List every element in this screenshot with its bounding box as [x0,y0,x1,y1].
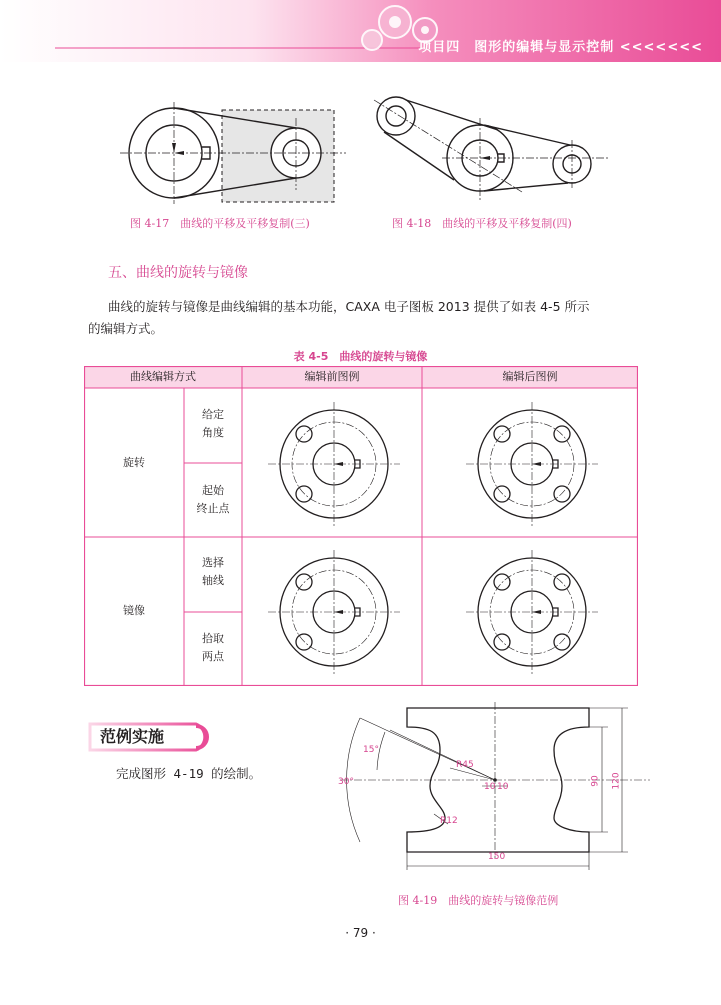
dim-10-left: 10 [484,782,496,792]
page-header-banner [0,0,721,62]
table-title: 表 4-5 曲线的旋转与镜像 [293,350,428,363]
flange-drawing-mirror-before [264,546,404,678]
figure-4-19-caption: 图 4-19 曲线的旋转与镜像范例 [398,894,559,907]
mode-label: 选择 轴线 [202,556,224,587]
example-title-text: 范例实施 [100,727,165,746]
figure-4-17-caption: 图 4-17 曲线的平移及平移复制(三) [130,217,310,230]
example-instruction: 完成图形 4-19 的绘制。 [116,766,262,781]
dim-10-right: 10 [497,782,509,792]
header-title: 项目四 图形的编辑与显示控制 <<<<<<< [418,40,703,55]
flange-drawing-rotate-after [462,398,602,530]
flange-drawing-rotate-before [264,398,404,530]
table-header-mode: 曲线编辑方式 [130,370,196,383]
figure-4-18-caption: 图 4-18 曲线的平移及平移复制(四) [392,217,572,230]
table-header-after: 编辑后图例 [502,370,558,383]
page-number: · 79 · [345,926,376,940]
section-paragraph-line2: 的编辑方式。 [88,321,164,336]
group-label-rotate: 旋转 [123,456,145,469]
dim-angle-30: 30° [338,777,354,787]
figure-4-17-drawing [118,100,348,210]
mode-label: 给定 角度 [202,408,224,439]
dim-150: 150 [488,852,506,862]
figure-4-18-drawing [372,92,612,212]
mode-label: 拾取 两点 [202,632,224,663]
dim-90: 90 [590,775,601,787]
mode-label: 起始 终止点 [196,484,230,515]
table-header-before: 编辑前图例 [304,370,360,383]
section-heading: 五、曲线的旋转与镜像 [108,265,248,281]
section-paragraph-line1: 曲线的旋转与镜像是曲线编辑的基本功能，CAXA 电子图板 2013 提供了如表 4-5 所示 [108,299,590,314]
flange-drawing-mirror-after [462,546,602,678]
group-label-mirror: 镜像 [123,604,145,617]
dim-radius-45: R45 [456,760,474,770]
dim-radius-12: R12 [440,816,458,826]
dim-120: 120 [611,772,622,790]
dim-angle-15: 15° [363,745,379,755]
rotation-mirror-table [84,366,638,686]
